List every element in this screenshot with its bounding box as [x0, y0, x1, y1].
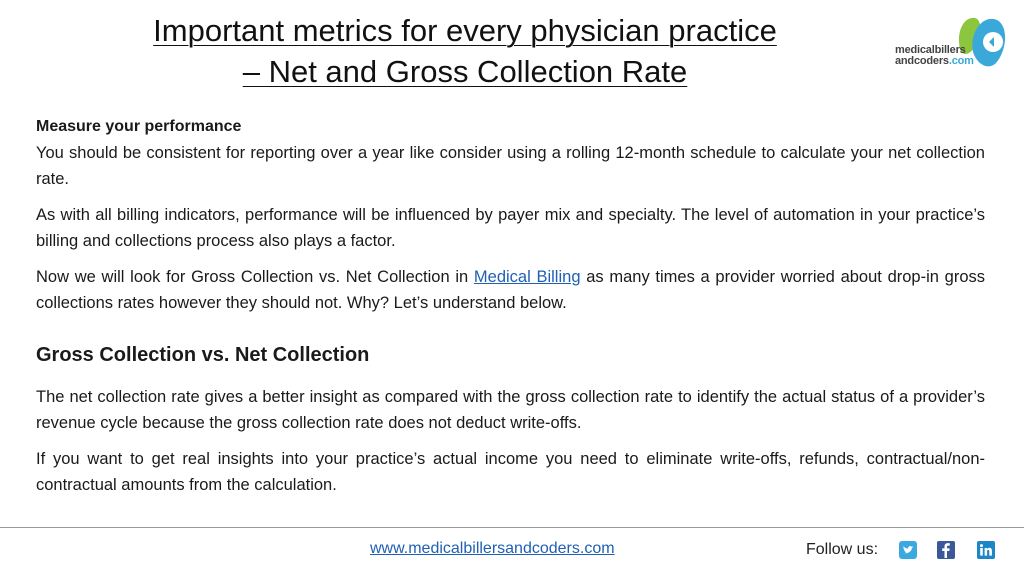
title-line-2: – Net and Gross Collection Rate — [242, 54, 688, 89]
linkedin-icon[interactable] — [977, 541, 995, 559]
website-link[interactable]: www.medicalbillersandcoders.com — [370, 540, 615, 557]
follow-us-label: Follow us: — [806, 541, 879, 558]
logo-text-line-1: medicalbillers — [895, 44, 966, 56]
twitter-icon[interactable] — [899, 541, 917, 559]
paragraph-5: If you want to get real insights into your practice’s actual income you need to eliminate write-offs, refunds, contractual/non-contractual amounts from the calculation. — [36, 450, 985, 494]
paragraph-3-text-before: Now we will look for Gross Collection vs. Net Collection in — [36, 268, 474, 286]
logo-text-suffix: .com — [948, 55, 974, 67]
facebook-icon[interactable] — [937, 541, 955, 559]
footer-divider — [0, 527, 1024, 528]
logo-text-line-2 — [895, 56, 974, 67]
medical-billing-link[interactable]: Medical Billing — [473, 268, 581, 286]
subheading: Measure your performance — [36, 118, 242, 135]
paragraph-4: The net collection rate gives a better insight as compared with the gross collection rate to identify the actual status of a provider’s revenue cycle because the gross collection rate does not deduct write-offs. — [36, 388, 985, 432]
paragraph-3 — [36, 264, 985, 316]
section-heading: Gross Collection vs. Net Collection — [36, 344, 370, 366]
title-line-1: Important metrics for every physician practice — [153, 13, 777, 48]
paragraph-1: You should be consistent for reporting over a year like consider using a rolling 12-month schedule to calculate your net collection rate. — [36, 144, 985, 188]
logo-text-main: andcoders — [895, 55, 949, 67]
paragraph-3-text-after: as many times a provider worried about drop-in gross collections rates however they should not. Why? Let’s understand below. — [36, 268, 985, 312]
main-content — [36, 114, 985, 498]
company-logo — [895, 12, 1015, 74]
logo-wordmark — [895, 45, 974, 67]
page-title — [40, 10, 890, 92]
paragraph-2: As with all billing indicators, performance will be influenced by payer mix and specialty. The level of automation in your practice’s billing and collections process also plays a factor. — [36, 206, 985, 250]
